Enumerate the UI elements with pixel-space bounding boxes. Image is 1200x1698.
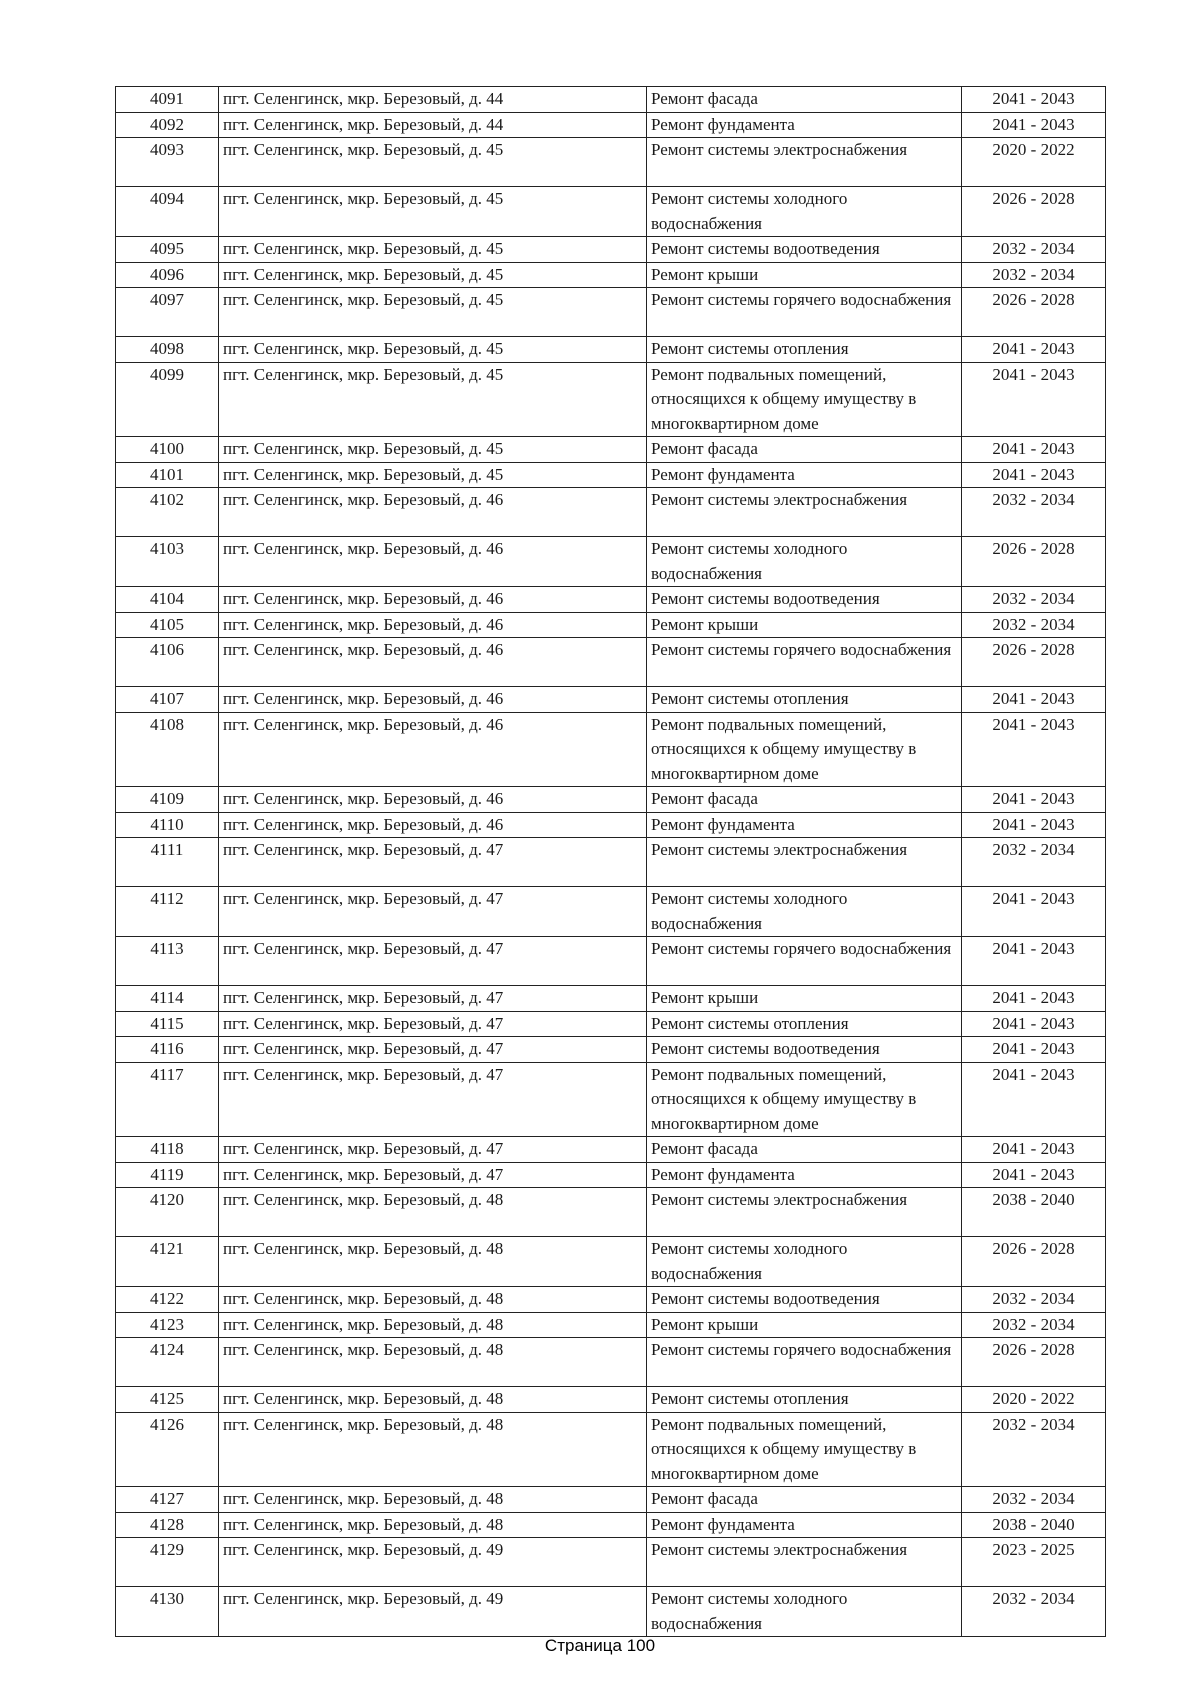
row-number: 4126 — [116, 1412, 219, 1487]
row-address: пгт. Селенгинск, мкр. Березовый, д. 45 — [219, 337, 647, 363]
row-period: 2041 - 2043 — [962, 1011, 1106, 1037]
table-row — [116, 1512, 1106, 1538]
table-row — [116, 1062, 1106, 1137]
row-period: 2032 - 2034 — [962, 488, 1106, 537]
row-period: 2041 - 2043 — [962, 437, 1106, 463]
table-row — [116, 687, 1106, 713]
row-period: 2041 - 2043 — [962, 362, 1106, 437]
row-work-type: Ремонт фасада — [647, 787, 962, 813]
row-address: пгт. Селенгинск, мкр. Березовый, д. 47 — [219, 986, 647, 1012]
row-period: 2032 - 2034 — [962, 262, 1106, 288]
row-number: 4098 — [116, 337, 219, 363]
table-row — [116, 587, 1106, 613]
row-number: 4113 — [116, 937, 219, 986]
row-period: 2041 - 2043 — [962, 1137, 1106, 1163]
row-number: 4103 — [116, 537, 219, 587]
table-row — [116, 1538, 1106, 1587]
row-number: 4124 — [116, 1338, 219, 1387]
table-row — [116, 1412, 1106, 1487]
table-row — [116, 362, 1106, 437]
row-address: пгт. Селенгинск, мкр. Березовый, д. 49 — [219, 1538, 647, 1587]
row-number: 4093 — [116, 138, 219, 187]
table-row — [116, 1287, 1106, 1313]
row-work-type: Ремонт системы отопления — [647, 337, 962, 363]
row-period: 2032 - 2034 — [962, 1587, 1106, 1637]
row-number: 4128 — [116, 1512, 219, 1538]
row-period: 2041 - 2043 — [962, 712, 1106, 787]
row-period: 2041 - 2043 — [962, 1162, 1106, 1188]
row-address: пгт. Селенгинск, мкр. Березовый, д. 47 — [219, 1162, 647, 1188]
row-address: пгт. Селенгинск, мкр. Березовый, д. 47 — [219, 1137, 647, 1163]
table-row — [116, 187, 1106, 237]
row-work-type: Ремонт системы электроснабжения — [647, 1188, 962, 1237]
row-address: пгт. Селенгинск, мкр. Березовый, д. 46 — [219, 488, 647, 537]
row-number: 4122 — [116, 1287, 219, 1313]
row-address: пгт. Селенгинск, мкр. Березовый, д. 48 — [219, 1237, 647, 1287]
row-number: 4111 — [116, 838, 219, 887]
table-row — [116, 1338, 1106, 1387]
table-row — [116, 1387, 1106, 1413]
row-number: 4099 — [116, 362, 219, 437]
table-row — [116, 986, 1106, 1012]
row-address: пгт. Селенгинск, мкр. Березовый, д. 47 — [219, 1011, 647, 1037]
row-number: 4114 — [116, 986, 219, 1012]
row-work-type: Ремонт системы холодного водоснабжения — [647, 1237, 962, 1287]
row-number: 4112 — [116, 887, 219, 937]
table-row — [116, 288, 1106, 337]
repair-schedule-table — [115, 86, 1106, 1637]
row-work-type: Ремонт крыши — [647, 262, 962, 288]
row-address: пгт. Селенгинск, мкр. Березовый, д. 47 — [219, 838, 647, 887]
row-address: пгт. Селенгинск, мкр. Березовый, д. 45 — [219, 437, 647, 463]
row-work-type: Ремонт фасада — [647, 1487, 962, 1513]
row-number: 4125 — [116, 1387, 219, 1413]
row-period: 2041 - 2043 — [962, 986, 1106, 1012]
row-period: 2026 - 2028 — [962, 187, 1106, 237]
table-body — [116, 87, 1106, 1637]
row-number: 4117 — [116, 1062, 219, 1137]
row-period: 2023 - 2025 — [962, 1538, 1106, 1587]
table-row — [116, 337, 1106, 363]
row-number: 4106 — [116, 638, 219, 687]
table-row — [116, 1137, 1106, 1163]
row-address: пгт. Селенгинск, мкр. Березовый, д. 49 — [219, 1587, 647, 1637]
row-address: пгт. Селенгинск, мкр. Березовый, д. 48 — [219, 1512, 647, 1538]
row-number: 4094 — [116, 187, 219, 237]
row-work-type: Ремонт системы горячего водоснабжения — [647, 937, 962, 986]
row-number: 4097 — [116, 288, 219, 337]
table-row — [116, 787, 1106, 813]
row-work-type: Ремонт системы горячего водоснабжения — [647, 288, 962, 337]
row-period: 2032 - 2034 — [962, 612, 1106, 638]
row-work-type: Ремонт системы отопления — [647, 1011, 962, 1037]
row-work-type: Ремонт фундамента — [647, 112, 962, 138]
row-work-type: Ремонт подвальных помещений, относящихся к общему имуществу в многоквартирном доме — [647, 1062, 962, 1137]
row-address: пгт. Селенгинск, мкр. Березовый, д. 45 — [219, 288, 647, 337]
row-work-type: Ремонт системы отопления — [647, 687, 962, 713]
row-number: 4091 — [116, 87, 219, 113]
row-period: 2041 - 2043 — [962, 337, 1106, 363]
row-period: 2041 - 2043 — [962, 787, 1106, 813]
row-period: 2032 - 2034 — [962, 237, 1106, 263]
row-number: 4121 — [116, 1237, 219, 1287]
row-address: пгт. Селенгинск, мкр. Березовый, д. 46 — [219, 712, 647, 787]
row-work-type: Ремонт системы электроснабжения — [647, 488, 962, 537]
row-address: пгт. Селенгинск, мкр. Березовый, д. 45 — [219, 462, 647, 488]
row-work-type: Ремонт крыши — [647, 1312, 962, 1338]
table-row — [116, 537, 1106, 587]
row-work-type: Ремонт системы горячего водоснабжения — [647, 1338, 962, 1387]
row-work-type: Ремонт фундамента — [647, 1162, 962, 1188]
row-number: 4095 — [116, 237, 219, 263]
table-row — [116, 612, 1106, 638]
row-work-type: Ремонт крыши — [647, 612, 962, 638]
table-row — [116, 1162, 1106, 1188]
table-row — [116, 112, 1106, 138]
table-row — [116, 262, 1106, 288]
row-period: 2038 - 2040 — [962, 1512, 1106, 1538]
row-address: пгт. Селенгинск, мкр. Березовый, д. 45 — [219, 138, 647, 187]
row-work-type: Ремонт фасада — [647, 437, 962, 463]
row-work-type: Ремонт фундамента — [647, 462, 962, 488]
row-work-type: Ремонт системы водоотведения — [647, 1037, 962, 1063]
row-work-type: Ремонт системы водоотведения — [647, 587, 962, 613]
row-period: 2032 - 2034 — [962, 1487, 1106, 1513]
table-row — [116, 638, 1106, 687]
table-row — [116, 838, 1106, 887]
row-period: 2041 - 2043 — [962, 1037, 1106, 1063]
table-row — [116, 712, 1106, 787]
row-address: пгт. Селенгинск, мкр. Березовый, д. 48 — [219, 1487, 647, 1513]
row-address: пгт. Селенгинск, мкр. Березовый, д. 44 — [219, 112, 647, 138]
row-address: пгт. Селенгинск, мкр. Березовый, д. 46 — [219, 587, 647, 613]
row-number: 4130 — [116, 1587, 219, 1637]
row-address: пгт. Селенгинск, мкр. Березовый, д. 45 — [219, 262, 647, 288]
row-address: пгт. Селенгинск, мкр. Березовый, д. 48 — [219, 1287, 647, 1313]
row-work-type: Ремонт системы холодного водоснабжения — [647, 187, 962, 237]
row-number: 4119 — [116, 1162, 219, 1188]
row-address: пгт. Селенгинск, мкр. Березовый, д. 48 — [219, 1387, 647, 1413]
table-row — [116, 937, 1106, 986]
row-period: 2026 - 2028 — [962, 288, 1106, 337]
row-work-type: Ремонт фундамента — [647, 812, 962, 838]
table-row — [116, 462, 1106, 488]
row-period: 2041 - 2043 — [962, 462, 1106, 488]
row-period: 2041 - 2043 — [962, 112, 1106, 138]
row-period: 2041 - 2043 — [962, 887, 1106, 937]
row-period: 2041 - 2043 — [962, 687, 1106, 713]
row-address: пгт. Селенгинск, мкр. Березовый, д. 46 — [219, 812, 647, 838]
row-number: 4115 — [116, 1011, 219, 1037]
table-row — [116, 1587, 1106, 1637]
row-work-type: Ремонт подвальных помещений, относящихся к общему имуществу в многоквартирном доме — [647, 712, 962, 787]
row-number: 4123 — [116, 1312, 219, 1338]
row-number: 4120 — [116, 1188, 219, 1237]
row-address: пгт. Селенгинск, мкр. Березовый, д. 44 — [219, 87, 647, 113]
table-row — [116, 437, 1106, 463]
row-number: 4127 — [116, 1487, 219, 1513]
row-period: 2032 - 2034 — [962, 1412, 1106, 1487]
row-work-type: Ремонт системы горячего водоснабжения — [647, 638, 962, 687]
row-period: 2026 - 2028 — [962, 638, 1106, 687]
table-row — [116, 1312, 1106, 1338]
table-row — [116, 1237, 1106, 1287]
table-row — [116, 488, 1106, 537]
row-address: пгт. Селенгинск, мкр. Березовый, д. 46 — [219, 787, 647, 813]
row-number: 4108 — [116, 712, 219, 787]
table-row — [116, 138, 1106, 187]
row-work-type: Ремонт системы холодного водоснабжения — [647, 537, 962, 587]
row-period: 2026 - 2028 — [962, 1338, 1106, 1387]
row-work-type: Ремонт системы электроснабжения — [647, 138, 962, 187]
row-address: пгт. Селенгинск, мкр. Березовый, д. 47 — [219, 1062, 647, 1137]
row-work-type: Ремонт системы холодного водоснабжения — [647, 1587, 962, 1637]
row-work-type: Ремонт системы водоотведения — [647, 1287, 962, 1313]
row-period: 2020 - 2022 — [962, 1387, 1106, 1413]
row-work-type: Ремонт фасада — [647, 87, 962, 113]
row-period: 2020 - 2022 — [962, 138, 1106, 187]
row-address: пгт. Селенгинск, мкр. Березовый, д. 48 — [219, 1312, 647, 1338]
row-number: 4092 — [116, 112, 219, 138]
page-number: Страница 100 — [544, 1636, 656, 1655]
row-period: 2032 - 2034 — [962, 587, 1106, 613]
row-number: 4105 — [116, 612, 219, 638]
row-number: 4118 — [116, 1137, 219, 1163]
table-row — [116, 812, 1106, 838]
row-address: пгт. Селенгинск, мкр. Березовый, д. 45 — [219, 187, 647, 237]
row-number: 4104 — [116, 587, 219, 613]
row-work-type: Ремонт фундамента — [647, 1512, 962, 1538]
table-row — [116, 1188, 1106, 1237]
row-number: 4096 — [116, 262, 219, 288]
row-work-type: Ремонт системы отопления — [647, 1387, 962, 1413]
row-address: пгт. Селенгинск, мкр. Березовый, д. 47 — [219, 1037, 647, 1063]
row-work-type: Ремонт подвальных помещений, относящихся к общему имуществу в многоквартирном доме — [647, 1412, 962, 1487]
row-period: 2026 - 2028 — [962, 1237, 1106, 1287]
table-row — [116, 237, 1106, 263]
row-period: 2032 - 2034 — [962, 838, 1106, 887]
table-row — [116, 887, 1106, 937]
row-number: 4102 — [116, 488, 219, 537]
row-number: 4116 — [116, 1037, 219, 1063]
row-work-type: Ремонт системы водоотведения — [647, 237, 962, 263]
row-work-type: Ремонт крыши — [647, 986, 962, 1012]
row-period: 2041 - 2043 — [962, 87, 1106, 113]
row-address: пгт. Селенгинск, мкр. Березовый, д. 48 — [219, 1188, 647, 1237]
row-address: пгт. Селенгинск, мкр. Березовый, д. 46 — [219, 537, 647, 587]
row-address: пгт. Селенгинск, мкр. Березовый, д. 48 — [219, 1412, 647, 1487]
row-number: 4109 — [116, 787, 219, 813]
row-work-type: Ремонт системы электроснабжения — [647, 838, 962, 887]
row-address: пгт. Селенгинск, мкр. Березовый, д. 46 — [219, 638, 647, 687]
row-work-type: Ремонт фасада — [647, 1137, 962, 1163]
row-period: 2041 - 2043 — [962, 937, 1106, 986]
row-number: 4101 — [116, 462, 219, 488]
row-period: 2026 - 2028 — [962, 537, 1106, 587]
row-number: 4110 — [116, 812, 219, 838]
row-work-type: Ремонт системы электроснабжения — [647, 1538, 962, 1587]
table-row — [116, 1487, 1106, 1513]
row-number: 4107 — [116, 687, 219, 713]
row-address: пгт. Селенгинск, мкр. Березовый, д. 46 — [219, 687, 647, 713]
row-work-type: Ремонт системы холодного водоснабжения — [647, 887, 962, 937]
row-period: 2038 - 2040 — [962, 1188, 1106, 1237]
row-number: 4129 — [116, 1538, 219, 1587]
row-address: пгт. Селенгинск, мкр. Березовый, д. 47 — [219, 887, 647, 937]
table-row — [116, 1037, 1106, 1063]
row-address: пгт. Селенгинск, мкр. Березовый, д. 48 — [219, 1338, 647, 1387]
row-period: 2032 - 2034 — [962, 1312, 1106, 1338]
row-number: 4100 — [116, 437, 219, 463]
row-period: 2032 - 2034 — [962, 1287, 1106, 1313]
table-row — [116, 1011, 1106, 1037]
row-address: пгт. Селенгинск, мкр. Березовый, д. 45 — [219, 237, 647, 263]
row-period: 2041 - 2043 — [962, 1062, 1106, 1137]
row-work-type: Ремонт подвальных помещений, относящихся к общему имуществу в многоквартирном доме — [647, 362, 962, 437]
table-row — [116, 87, 1106, 113]
row-address: пгт. Селенгинск, мкр. Березовый, д. 45 — [219, 362, 647, 437]
row-period: 2041 - 2043 — [962, 812, 1106, 838]
row-address: пгт. Селенгинск, мкр. Березовый, д. 47 — [219, 937, 647, 986]
row-address: пгт. Селенгинск, мкр. Березовый, д. 46 — [219, 612, 647, 638]
